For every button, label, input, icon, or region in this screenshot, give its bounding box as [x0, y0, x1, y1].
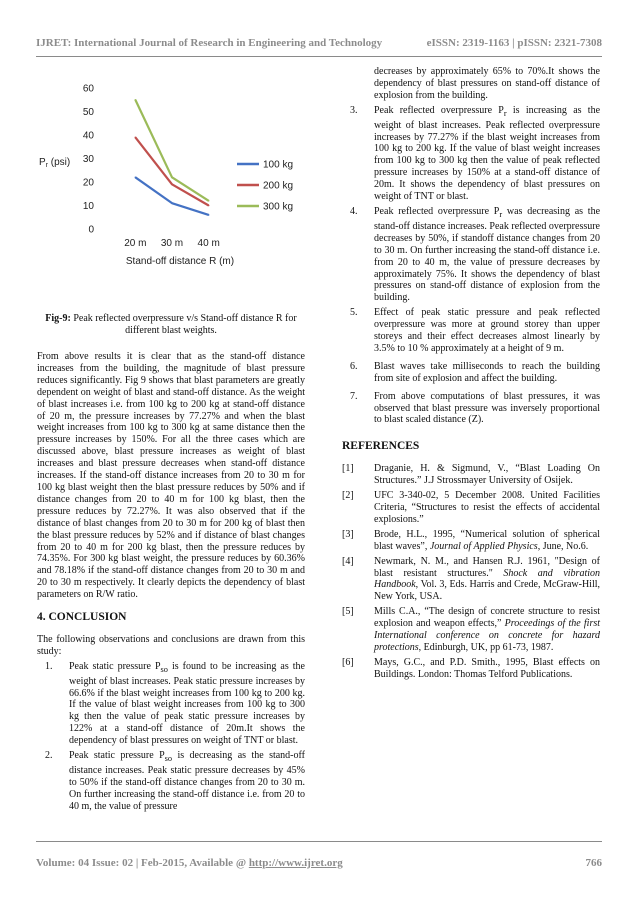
reference-number: [6] — [342, 656, 354, 668]
conclusion-list-right — [342, 105, 600, 430]
data-point — [208, 200, 210, 202]
list-text-part: Effect of peak static pressure and peak reflected overpressure was more at ground storey than upper storeys and their effect decreases almost linearly by 3.5% to 10 % approximately at a height of 9 m. — [374, 307, 600, 354]
y-tick-label: 0 — [88, 224, 94, 236]
references-list — [342, 463, 600, 680]
reference-item — [342, 657, 600, 681]
figure-label: Fig-9: — [45, 313, 71, 324]
volume-text: Volume: 04 Issue: 02 | Feb-2015, Available @ — [36, 857, 249, 869]
list-text-part: is found to be increasing as the weight of blast increases. Peak static pressure increases by 66.6% if the blast weight increases from 100 kg to 200 kg. If the value of blast weight increases from 100 kg to 300 kg then the value of peak static pressure increases by 122% at a stand-off distance of 20m.It shows the dependency of blast pressures on weight of TNT or blast. — [69, 660, 305, 747]
reference-item — [342, 463, 600, 487]
subscript: so — [164, 754, 173, 764]
conclusion-heading: 4. CONCLUSION — [37, 611, 127, 624]
x-tick-label: 20 m — [124, 238, 147, 249]
reference-text: Brode, H.L., 1995, “Numerical solution of spherical blast waves”, — [374, 528, 600, 552]
list-text — [69, 661, 305, 746]
issn-label: eISSN: 2319-1163 | pISSN: 2321-7308 — [426, 37, 602, 49]
list-text-part: Peak reflected overpressure P — [374, 205, 500, 217]
legend-label: 200 kg — [263, 180, 294, 192]
list-number: 3. — [350, 104, 358, 116]
y-axis-label: $P_r$ (psi) — [39, 157, 71, 169]
legend-label: 300 kg — [263, 201, 294, 213]
reference-number: [2] — [342, 490, 354, 502]
reference-item — [342, 490, 600, 526]
list-text — [374, 391, 600, 426]
list-text-part: Blast waves take milliseconds to reach the building from site of explosion and affect the building. — [374, 360, 600, 384]
y-tick-label: 50 — [82, 107, 94, 118]
conclusion-item — [37, 750, 305, 813]
figure-caption — [37, 313, 305, 337]
list-text-part: From above computations of blast pressures, it was observed that blast pressure was inversely proportional to blast scaled distance (Z). — [374, 390, 600, 426]
conclusion-list-left — [37, 661, 305, 813]
reference-italic: Journal of Applied Physics — [429, 540, 538, 552]
conclusion-item — [342, 105, 600, 203]
header-rule — [36, 56, 602, 57]
subscript: r — [503, 108, 507, 118]
conclusion-item — [342, 391, 600, 430]
list-text — [69, 750, 305, 812]
y-tick-label: 40 — [82, 130, 94, 142]
conclusion-item — [37, 661, 305, 747]
reference-tail: , June, No.6. — [537, 540, 589, 552]
page-footer — [36, 857, 602, 869]
line-chart — [37, 66, 305, 288]
right-column — [342, 66, 600, 684]
list-text-part: Peak reflected overpressure P — [374, 104, 504, 116]
list-number: 6. — [350, 360, 358, 372]
data-point — [171, 202, 173, 204]
list-text-part: is increasing as the weight of blast increases. Peak reflected overpressure increases by 77.27% if the blast weight increases from 100 kg to 200 kg. If the value of blast weight increases from 100 kg to 300 kg then the value of peak reflected pressure increases by 150% at a stand-off distance of 20m. It shows the dependency of blast pressures on weight of TNT or blast. — [374, 104, 601, 203]
data-point — [171, 177, 173, 179]
list-text-part: Peak static pressure P — [69, 750, 165, 762]
journal-title: IJRET: International Journal of Research in Engineering and Technology — [36, 37, 383, 49]
reference-italic: Shock and vibration Handbook — [374, 567, 600, 591]
conclusion-item — [342, 361, 600, 388]
x-tick-label: 40 m — [197, 238, 220, 249]
reference-tail: , Vol. 3, Eds. Harris and Crede, McGraw-Hill, New York, USA. — [374, 579, 600, 603]
reference-number: [1] — [342, 463, 354, 475]
list-text — [374, 307, 600, 354]
conclusion-item — [342, 206, 600, 304]
conclusion-item — [342, 307, 600, 358]
reference-number: [4] — [342, 555, 354, 567]
list-text-part: is decreasing as the stand-off distance increases. Peak static pressure decreases by 45% to 50% if the stand-off distance changes from 20 to 30 m. On further increasing the stand-off distance i.e. from 20 to 40 m, the value of pressure — [69, 750, 305, 812]
list-number: 7. — [350, 390, 358, 402]
legend-label: 100 kg — [263, 159, 294, 171]
y-tick-label: 10 — [82, 201, 94, 212]
list-number: 4. — [350, 205, 358, 217]
footer-rule — [36, 841, 602, 842]
y-tick-label: 30 — [82, 154, 94, 165]
left-column — [37, 66, 305, 816]
subscript: so — [160, 664, 168, 674]
reference-text: Newmark, N. M., and Hansen R.J. 1961, "Design of blast resistant structures." — [374, 555, 600, 579]
x-tick-label: 30 m — [160, 238, 184, 249]
reference-number: [5] — [342, 606, 354, 618]
journal-link[interactable]: http://www.ijret.org — [248, 857, 343, 869]
conclusion-intro: The following observations and conclusions are drawn from this study: — [37, 633, 305, 657]
body-paragraph: From above results it is clear that as the stand-off distance increases from the building, the magnitude of blast pressure reduces significantly. Fig 9 shows that blast parameters are greatly dependent on weight of blast and stand-off distance. As the weight of blast increases i.e. from 100 kg to 200 kg at stand-off distance of 20 m, the pressure increases by 77.27% and when the blast weight increases from 100 kg to 300 kg at same distance then the pressure increases by 150%. For all the three cases which are discussed above, blast pressure increases as weight of blast increases and blast pressure decreases when stand-off distance increases. If the stand-off distance increases from 20 to 30 m for 100 kg blast weight then the blast pressure reduces by 50% and if distance changes from 20 to 40 m for 100 kg blast, then the pressure reduces by 72.27%. It was also observed that if the distance of blast changes from 20 to 30 m for 200 kg of blast then the blast pressure reduces by 52% and if distance of blast changes from 20 to 40 m for 200 kg blast, then the pressure reduces by 74.35%. For 300 kg blast weight, the pressure reduces by 60.36% and 78.18% if the stand-off distance changes from 20 to 30 m and 20 to 30 m respectively. It clearly depicts the dependency of blast parameters on R/W ratio. — [37, 351, 305, 601]
reference-item — [342, 529, 600, 553]
y-tick-label: 60 — [82, 83, 94, 95]
reference-text: Draganie, H. & Sigmund, V., “Blast Loading On Structures.” J.J Strossmayer University of Osijek. — [374, 463, 600, 487]
list-text-part: Peak static pressure P — [69, 660, 161, 672]
references-heading: REFERENCES — [342, 440, 420, 453]
y-tick-label: 20 — [82, 177, 94, 189]
series-line-200-kg — [135, 137, 208, 205]
reference-text: UFC 3-340-02, 5 December 2008. United Facilities Criteria, “Structures to resist the effects of accidental explosions.” — [374, 490, 600, 525]
data-point — [135, 99, 137, 101]
data-point — [208, 214, 210, 216]
reference-number: [3] — [342, 528, 354, 540]
reference-item — [342, 556, 600, 604]
list-number: 2. — [45, 750, 53, 762]
conclusion-item-2-continued: decreases by approximately 65% to 70%.It shows the dependency of blast pressures on stand-off distance of explosion from the building. — [374, 66, 600, 101]
reference-italic: Proceedings of the first International conference on concrete for hazard protections — [374, 618, 600, 653]
list-text — [374, 105, 600, 202]
list-number: 1. — [45, 660, 53, 672]
volume-info — [36, 857, 343, 869]
list-text — [374, 361, 600, 384]
reference-text: Mays, G.C., and P.D. Smith., 1995, Blast effects on Buildings. London: Thomas Telford Publications. — [374, 656, 600, 680]
page-number: 766 — [585, 857, 602, 869]
reference-tail: , Edinburgh, UK, pp 61-73, 1987. — [418, 641, 554, 653]
list-number: 5. — [350, 307, 358, 319]
figure-caption-text: Peak reflected overpressure v/s Stand-off distance R for different blast weights. — [70, 313, 297, 336]
list-text — [374, 206, 600, 303]
list-text-part: was decreasing as the stand-off distance increases. Peak reflected overpressure decreases by 50%, if standoff distance changes from 20 to 30 m. On further increasing the stand-off distance i.e. from 20 to 40 m, the value of pressure decreases by approximately 75%. It shows the dependency of blast pressures on stand-off distance of explosion from the building. — [374, 205, 601, 304]
reference-item — [342, 606, 600, 654]
x-axis-label: Stand-off distance R (m) — [125, 256, 235, 267]
data-point — [135, 137, 137, 139]
data-point — [171, 184, 173, 186]
reference-text: Mills C.A., “The design of concrete structure to resist explosion and weapon effects,” — [374, 606, 600, 630]
page-header — [36, 37, 602, 49]
subscript: r — [499, 209, 503, 219]
data-point — [135, 177, 137, 179]
data-point — [208, 205, 210, 207]
